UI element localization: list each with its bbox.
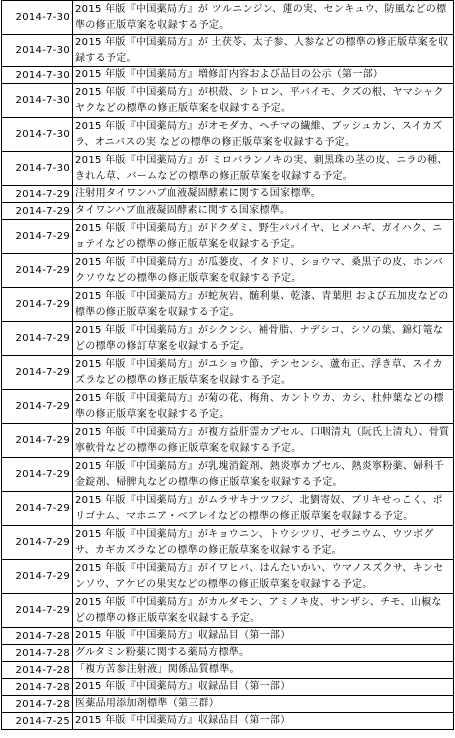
- table-row: [2, 713, 454, 730]
- table-row: [2, 628, 454, 645]
- table-row: [2, 696, 454, 713]
- row-date: 2014-7-30: [2, 35, 73, 67]
- row-text[interactable]: 2015 年版『中国薬局方』がドクダミ、野生パパイヤ、ヒメハギ、ガイハク、ニョテイなどの標準の修正版草案を収録する予定。: [73, 220, 454, 254]
- row-date: 2014-7-29: [2, 288, 73, 322]
- row-text[interactable]: 2015 年版『中国薬局方』が ツルニンジン、蓮の実、センキュウ、防風などの標準の修正版草案を収録する予定。: [73, 1, 454, 35]
- row-date: 2014-7-28: [2, 628, 73, 645]
- row-text[interactable]: 2015 年版『中国薬局方』がシクンシ、補骨脂、ナデシコ、シソの葉、錦灯篭などの標準の修訂草案を収録する予定。: [73, 322, 454, 356]
- table-row: [2, 186, 454, 203]
- table-row: [2, 67, 454, 84]
- table-row: [2, 662, 454, 679]
- row-date: 2014-7-29: [2, 254, 73, 288]
- row-text[interactable]: 2015 年版『中国薬局方』がユショウ節、テンセンシ、蘆布正、浮き草、スイカズラなどの標準の修正版草案を収録する予定。: [73, 356, 454, 390]
- row-date: 2014-7-28: [2, 696, 73, 713]
- row-text[interactable]: タイワンハブ血液凝固酵素に関する国家標準。: [73, 203, 454, 220]
- table-row: [2, 322, 454, 356]
- row-text[interactable]: 2015 年版『中国薬局方』がキョウニン、トウシツリ、ゼラニウム、ウツボグサ、カギカズラなどの標準の修正版草案を収録する予定。: [73, 526, 454, 560]
- table-row: [2, 254, 454, 288]
- table-row: [2, 118, 454, 152]
- table-row: [2, 35, 454, 67]
- table-row: [2, 492, 454, 526]
- row-date: 2014-7-25: [2, 713, 73, 730]
- row-date: 2014-7-29: [2, 356, 73, 390]
- row-text[interactable]: 2015 年版『中国薬局方』が蛇灰岩、髄利巣、乾漆、青葉胆 および五加皮などの標準の修正版草案を収録する予定。: [73, 288, 454, 322]
- row-date: 2014-7-29: [2, 526, 73, 560]
- row-date: 2014-7-28: [2, 645, 73, 662]
- row-text[interactable]: 注射用タイワンハブ血液凝固酵素に関する国家標準。: [73, 186, 454, 203]
- row-date: 2014-7-29: [2, 458, 73, 492]
- row-text[interactable]: 2015 年版『中国薬局方』がムラサキナツフジ、北劉寄奴、ブリキせっこく、ポリゴナム、マホニア・ベアレイなどの標準の修正版草案を収録する予定。: [73, 492, 454, 526]
- table-row: [2, 594, 454, 628]
- row-text[interactable]: 2015 年版『中国薬局方』が瓜蒌皮、イタドリ、ショウマ、桑黒子の皮、ホンバクソウなどの標準の修正版草案を収録する予定。: [73, 254, 454, 288]
- row-text[interactable]: 2015 年版『中国薬局方』が ミロバランノキの実、刺黒珠の茎の皮、ニラの種、きれん草、バームなどの標準の修正版草案を収録する予定。: [73, 152, 454, 186]
- table-row: [2, 84, 454, 118]
- row-text[interactable]: 2015 年版『中国薬局方』が 土茯苓、太子参、人参などの標準の修正版草案を収録する予定。: [73, 35, 454, 67]
- table-row: [2, 424, 454, 458]
- row-text[interactable]: 医薬品用添加剤標準（第三群）: [73, 696, 454, 713]
- row-date: 2014-7-30: [2, 84, 73, 118]
- row-date: 2014-7-28: [2, 662, 73, 679]
- row-date: 2014-7-29: [2, 203, 73, 220]
- table-row: [2, 203, 454, 220]
- news-table: [1, 0, 454, 730]
- row-text[interactable]: 「複方苦参注射液」関係品質標準。: [73, 662, 454, 679]
- table-row: [2, 458, 454, 492]
- row-text[interactable]: 2015 年版『中国薬局方』収録品目（第一部）: [73, 628, 454, 645]
- row-date: 2014-7-30: [2, 1, 73, 35]
- row-text[interactable]: 2015 年版『中国薬局方』が乳塊消錠剤、熱炎寧カプセル、熱炎寧粉薬、婦科千金錠剤、帰脾丸などの標準の修正版草案を収録する予定。: [73, 458, 454, 492]
- table-row: [2, 679, 454, 696]
- row-date: 2014-7-29: [2, 492, 73, 526]
- row-date: 2014-7-29: [2, 390, 73, 424]
- table-row: [2, 288, 454, 322]
- row-text[interactable]: 2015 年版『中国薬局方』が枳殻、シトロン、平バイモ、クズの根、ヤマシャクヤクなどの標準の修正版草案を収録する予定。: [73, 84, 454, 118]
- row-date: 2014-7-29: [2, 322, 73, 356]
- row-date: 2014-7-30: [2, 67, 73, 84]
- row-text[interactable]: 2015 年版『中国薬局方』収録品目（第一部）: [73, 679, 454, 696]
- row-date: 2014-7-29: [2, 424, 73, 458]
- table-row: [2, 220, 454, 254]
- row-text[interactable]: 2015 年版『中国薬局方』収録品目（第一部）: [73, 713, 454, 730]
- row-date: 2014-7-29: [2, 594, 73, 628]
- row-text[interactable]: 2015 年版『中国薬局方』が菊の花、梅角、カントウカ、カシ、杜仲葉などの標準の修正版草案を収録する予定。: [73, 390, 454, 424]
- row-date: 2014-7-28: [2, 679, 73, 696]
- table-row: [2, 152, 454, 186]
- row-text[interactable]: 2015 年版『中国薬局方』増修訂内容および品目の公示（第一部）: [73, 67, 454, 84]
- row-text[interactable]: グルタミン粉薬に関する薬局方標準。: [73, 645, 454, 662]
- row-date: 2014-7-30: [2, 152, 73, 186]
- row-date: 2014-7-29: [2, 560, 73, 594]
- table-row: [2, 390, 454, 424]
- table-row: [2, 1, 454, 35]
- row-date: 2014-7-29: [2, 186, 73, 203]
- table-row: [2, 560, 454, 594]
- row-date: 2014-7-29: [2, 220, 73, 254]
- table-row: [2, 526, 454, 560]
- row-date: 2014-7-30: [2, 118, 73, 152]
- row-text[interactable]: 2015 年版『中国薬局方』がイワヒバ、はんたいかい、ウマノスズクサ、キンセンソウ、アケビの果実などの標準の修正版草案を収録する予定。: [73, 560, 454, 594]
- row-text[interactable]: 2015 年版『中国薬局方』がオモダカ、ヘチマの繊維、ブッシュカン、スイカズラ、オニバスの実 などの標準の修正版草案を収録する予定。: [73, 118, 454, 152]
- row-text[interactable]: 2015 年版『中国薬局方』が複方益肝霊カプセル、口咽清丸（阮氏上清丸）、骨質寧軟骨などの標準の修正版草案を収録する予定。: [73, 424, 454, 458]
- row-text[interactable]: 2015 年版『中国薬局方』がカルダモン、アミノキ皮、サンザシ、チモ、山椒などの標準の修正版草案を収録する予定。: [73, 594, 454, 628]
- table-row: [2, 356, 454, 390]
- table-row: [2, 645, 454, 662]
